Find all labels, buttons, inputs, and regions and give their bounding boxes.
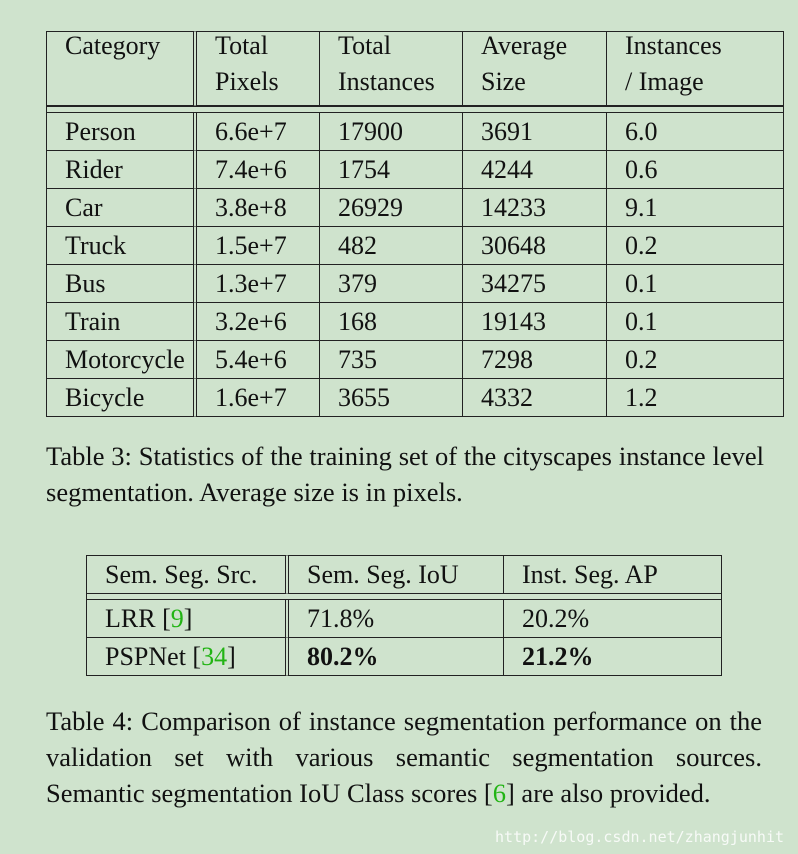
table-row [86, 638, 722, 676]
header-total-instances-line2: Instances [320, 69, 463, 106]
table-3 [46, 31, 784, 417]
row-src: LRR [9] [86, 600, 289, 638]
table-cell: 26929 [320, 189, 463, 227]
table-cell: 0.1 [607, 303, 784, 341]
table-cell: 6.6e+7 [197, 113, 320, 151]
table-cell: Bicycle [46, 379, 197, 417]
table-cell: Bus [46, 265, 197, 303]
table-cell: 9.1 [607, 189, 784, 227]
header-instances-per-image-line2: / Image [607, 69, 784, 106]
table-cell: 30648 [463, 227, 607, 265]
table-cell: 19143 [463, 303, 607, 341]
table-cell: 168 [320, 303, 463, 341]
table-cell: 4332 [463, 379, 607, 417]
table-cell: 482 [320, 227, 463, 265]
table-cell: 34275 [463, 265, 607, 303]
table-row [46, 189, 784, 227]
table-header-row [86, 555, 722, 594]
table-cell: Rider [46, 151, 197, 189]
table-header-row-2 [46, 69, 784, 106]
citation-link[interactable]: 9 [170, 603, 184, 633]
table-cell: 0.2 [607, 227, 784, 265]
table-cell: Train [46, 303, 197, 341]
table-cell: 14233 [463, 189, 607, 227]
table-cell: 1.3e+7 [197, 265, 320, 303]
citation-link[interactable]: 34 [201, 641, 228, 671]
table-row [46, 341, 784, 379]
table-cell: 735 [320, 341, 463, 379]
header-total-pixels: Total [197, 31, 320, 69]
watermark: http://blog.csdn.net/zhangjunhit [495, 828, 784, 846]
header-category-line2 [46, 69, 197, 106]
table-cell: 379 [320, 265, 463, 303]
table-cell: 3691 [463, 113, 607, 151]
header-category: Category [46, 31, 197, 69]
table-4-caption: Table 4: Comparison of instance segmentation performance on the validation set with various semantic segmentation sources. Semantic segmentation IoU Class scores [6] are also provided. [46, 706, 762, 808]
table-cell: 3655 [320, 379, 463, 417]
row-iou: 80.2% [289, 638, 504, 676]
table-cell: 3.2e+6 [197, 303, 320, 341]
table-row [46, 303, 784, 341]
table-cell: 17900 [320, 113, 463, 151]
table-row [46, 113, 784, 151]
table-row [46, 265, 784, 303]
header-average-size: Average [463, 31, 607, 69]
table-cell: Truck [46, 227, 197, 265]
table-row [46, 227, 784, 265]
table-cell: 5.4e+6 [197, 341, 320, 379]
row-ap: 20.2% [504, 600, 722, 638]
header-total-instances: Total [320, 31, 463, 69]
row-ap: 21.2% [504, 638, 722, 676]
row-src: PSPNet [34] [86, 638, 289, 676]
table-3-caption: Table 3: Statistics of the training set of the cityscapes instance level segmentation. Average size is in pixels. [46, 441, 764, 507]
table-cell: 7.4e+6 [197, 151, 320, 189]
table-cell: Car [46, 189, 197, 227]
table-cell: 7298 [463, 341, 607, 379]
table-row [46, 379, 784, 417]
table-cell: 1.5e+7 [197, 227, 320, 265]
table-cell: 3.8e+8 [197, 189, 320, 227]
table-cell: 4244 [463, 151, 607, 189]
header-total-pixels-line2: Pixels [197, 69, 320, 106]
table-cell: 1.2 [607, 379, 784, 417]
header-sem-seg-src: Sem. Seg. Src. [86, 555, 289, 594]
table-cell: 6.0 [607, 113, 784, 151]
table-cell: 0.1 [607, 265, 784, 303]
table-4 [86, 555, 722, 676]
header-average-size-line2: Size [463, 69, 607, 106]
header-sem-seg-iou: Sem. Seg. IoU [289, 555, 504, 594]
table-cell: Motorcycle [46, 341, 197, 379]
table-cell: 1.6e+7 [197, 379, 320, 417]
header-inst-seg-ap: Inst. Seg. AP [504, 555, 722, 594]
table-cell: 0.6 [607, 151, 784, 189]
row-iou: 71.8% [289, 600, 504, 638]
citation-link[interactable]: 6 [492, 778, 506, 808]
table-cell: 1754 [320, 151, 463, 189]
table-header-row [46, 31, 784, 69]
header-instances-per-image: Instances [607, 31, 784, 69]
table-cell: Person [46, 113, 197, 151]
table-row [86, 600, 722, 638]
table-cell: 0.2 [607, 341, 784, 379]
table-row [46, 151, 784, 189]
